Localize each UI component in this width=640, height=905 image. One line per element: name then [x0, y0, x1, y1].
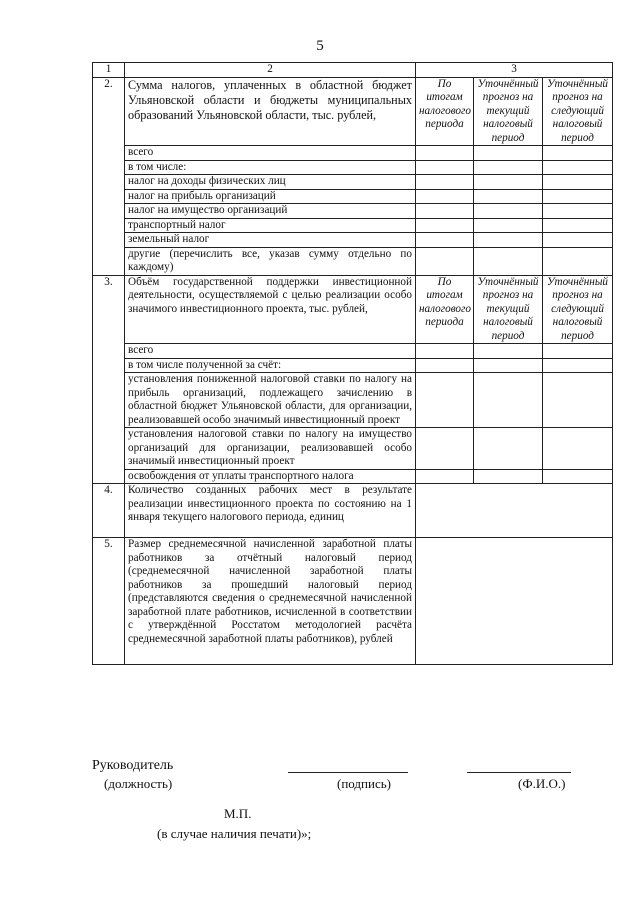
- row-label: установления налоговой ставки по налогу на имущество организаций для организации, реализовавшей особо значимый инвестиционный проект: [125, 428, 416, 470]
- table-row: [93, 469, 613, 484]
- value-cell: [543, 175, 613, 190]
- section-title: Объём государственной поддержки инвестиционной деятельности, осуществляемой с целью реализации особо значимого инвестиционного проекта, тыс. рублей,: [125, 275, 416, 344]
- table-row: [93, 538, 613, 665]
- value-cell: [474, 175, 543, 190]
- row-label: налог на доходы физических лиц: [125, 175, 416, 190]
- value-cell: [416, 146, 474, 161]
- value-cell: [543, 233, 613, 248]
- position-caption: (должность): [104, 776, 173, 791]
- table-row: [93, 358, 613, 373]
- header-col-1: 1: [93, 63, 125, 78]
- stamp-note: (в случае наличия печати)»;: [157, 826, 312, 841]
- value-cell: [416, 428, 474, 470]
- table-row: [93, 428, 613, 470]
- signature-line: [288, 772, 408, 773]
- table-row: [93, 275, 613, 344]
- table-row: [93, 146, 613, 161]
- value-cell: [474, 373, 543, 428]
- row-label: налог на имущество организаций: [125, 204, 416, 219]
- value-cell: [416, 160, 474, 175]
- value-cell: [416, 469, 474, 484]
- subheader-next-forecast: Уточнённый прогноз на следующий налоговый период: [543, 77, 613, 146]
- value-cell: [474, 247, 543, 275]
- header-col-3: 3: [416, 63, 613, 78]
- value-cell: [416, 189, 474, 204]
- value-cell: [474, 204, 543, 219]
- table-row: [93, 233, 613, 248]
- table-row: [93, 373, 613, 428]
- row-number: 3.: [93, 275, 125, 484]
- row-label: земельный налог: [125, 233, 416, 248]
- value-cell: [474, 469, 543, 484]
- header-col-2: 2: [125, 63, 416, 78]
- value-cell: [416, 204, 474, 219]
- value-cell: [543, 247, 613, 275]
- table-row: [93, 218, 613, 233]
- value-cell: [543, 358, 613, 373]
- table-row: [93, 204, 613, 219]
- value-cell: [416, 175, 474, 190]
- value-cell: [543, 146, 613, 161]
- section-title: Размер среднемесячной начисленной заработной платы работников за отчётный налоговый период (среднемесячной начисленной заработной платы работников за прошедший налоговый период (представляются сведения о среднемесячной начисленной заработной плате работников, исчисленной в соответствии с утверждённой Росстатом методологией расчёта среднемесячной заработной платы работников), рублей: [125, 538, 416, 665]
- value-cell: [474, 189, 543, 204]
- value-cell: [543, 344, 613, 359]
- row-label: налог на прибыль организаций: [125, 189, 416, 204]
- value-cell: [416, 484, 613, 538]
- value-cell: [474, 428, 543, 470]
- row-number: 2.: [93, 77, 125, 275]
- value-cell: [543, 469, 613, 484]
- subheader-period-result: По итогам налогового периода: [416, 77, 474, 146]
- value-cell: [543, 373, 613, 428]
- value-cell: [416, 344, 474, 359]
- row-label: освобождения от уплаты транспортного налога: [125, 469, 416, 484]
- table-row: [93, 175, 613, 190]
- value-cell: [416, 538, 613, 665]
- value-cell: [474, 146, 543, 161]
- value-cell: [543, 160, 613, 175]
- row-number: 5.: [93, 538, 125, 665]
- value-cell: [416, 233, 474, 248]
- name-line: [467, 772, 571, 773]
- page-number: 5: [316, 38, 324, 54]
- table-row: [93, 247, 613, 275]
- row-number: 4.: [93, 484, 125, 538]
- section-title: Сумма налогов, уплаченных в областной бюджет Ульяновской области и бюджеты муниципальных образований Ульяновской области, тыс. рублей,: [125, 77, 416, 146]
- stamp-label: М.П.: [224, 806, 252, 821]
- section-title: Количество созданных рабочих мест в результате реализации инвестиционного проекта по состоянию на 1 января текущего налогового периода, единиц: [125, 484, 416, 538]
- subheader-current-forecast: Уточнённый прогноз на текущий налоговый период: [474, 77, 543, 146]
- table-header-row: [93, 63, 613, 78]
- value-cell: [543, 189, 613, 204]
- value-cell: [474, 233, 543, 248]
- value-cell: [543, 204, 613, 219]
- row-label: всего: [125, 146, 416, 161]
- table-row: [93, 77, 613, 146]
- value-cell: [543, 218, 613, 233]
- subheader-current-forecast: Уточнённый прогноз на текущий налоговый период: [474, 275, 543, 344]
- row-label: другие (перечислить все, указав сумму отдельно по каждому): [125, 247, 416, 275]
- value-cell: [416, 218, 474, 233]
- name-caption: (Ф.И.О.): [518, 776, 566, 791]
- row-label: в том числе полученной за счёт:: [125, 358, 416, 373]
- value-cell: [543, 428, 613, 470]
- table-row: [93, 160, 613, 175]
- table-row: [93, 484, 613, 538]
- table-row: [93, 189, 613, 204]
- value-cell: [474, 344, 543, 359]
- subheader-period-result: По итогам налогового периода: [416, 275, 474, 344]
- value-cell: [474, 218, 543, 233]
- value-cell: [416, 373, 474, 428]
- subheader-next-forecast: Уточнённый прогноз на следующий налоговый период: [543, 275, 613, 344]
- row-label: всего: [125, 344, 416, 359]
- signature-caption: (подпись): [337, 776, 391, 791]
- head-label: Руководитель: [92, 758, 174, 773]
- data-table: [92, 62, 613, 665]
- value-cell: [474, 160, 543, 175]
- row-label: в том числе:: [125, 160, 416, 175]
- table-row: [93, 344, 613, 359]
- row-label: транспортный налог: [125, 218, 416, 233]
- value-cell: [416, 358, 474, 373]
- value-cell: [416, 247, 474, 275]
- value-cell: [474, 358, 543, 373]
- row-label: установления пониженной налоговой ставки по налогу на прибыль организаций, подлежащего зачислению в областной бюджет Ульяновской области, для организации, реализовавшей особо значимый инвестиционный проект: [125, 373, 416, 428]
